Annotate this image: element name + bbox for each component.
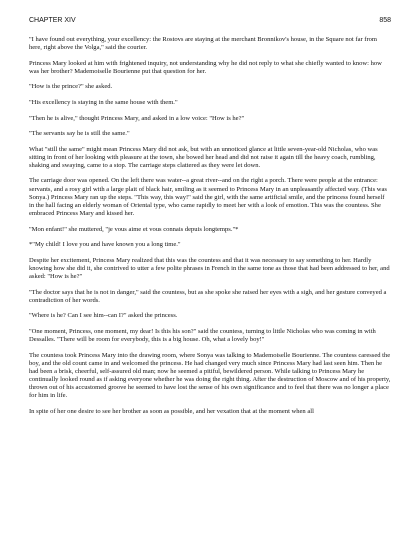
paragraph: Despite her excitement, Princess Mary realized that this was the countess and that it was necessary to say something to her. Hardly knowing how she did it, she contrived to utter a few polite phrases in French in the same tone as those that had been addressed to her, and asked: "How is he?": [29, 256, 390, 281]
chapter-title: CHAPTER XIV: [29, 17, 76, 24]
paragraph: What "still the same" might mean Princess Mary did not ask, but with an unnoticed glance at little seven-year-old Nicholas, who was sitting in front of her looking with pleasure at the town, she bowed her head and did not raise it again till the heavy coach, rumbling, shaking and swaying, came to a stop. The carriage steps clattered as they were let down.: [29, 145, 378, 169]
paragraph: "Then he is alive," thought Princess Mary, and asked in a low voice: "How is he?": [29, 114, 245, 122]
footnote: *"My child! I love you and have known you a long time.": [29, 241, 181, 249]
paragraph: "Where is he? Can I see him--can I?" asked the princess.: [29, 312, 178, 320]
paragraph: "The doctor says that he is not in danger," said the countess, but as she spoke she raised her eyes with a sigh, and her gesture conveyed a contradiction of her words.: [29, 288, 387, 304]
paragraph: In spite of her one desire to see her brother as soon as possible, and her vexation that at the moment when all: [29, 407, 314, 415]
page-body: [29, 36, 391, 416]
paragraph: "His excellency is staying in the same house with them.": [29, 98, 178, 106]
paragraph: "One moment, Princess, one moment, my dear! Is this his son?" said the countess, turning to little Nicholas who was coming in with Dessalles. "There will be room for everybody, this is a big house. Oh, what a lovely boy!": [29, 327, 376, 343]
page-header: [29, 17, 391, 25]
paragraph: "How is the prince?" she asked.: [29, 83, 113, 91]
page-number: 858: [379, 17, 391, 24]
paragraph: Princess Mary looked at him with frightened inquiry, not understanding why he did not reply to what she chiefly wanted to know: how was her brother? Mademoiselle Bourienne put that question for her.: [29, 59, 382, 75]
paragraph: "Mon enfant!" she muttered, "je vous aime et vous connais depuis longtemps."*: [29, 225, 239, 233]
paragraph: The countess took Princess Mary into the drawing room, where Sonya was talking to Mademoiselle Bourienne. The countess caressed the boy, and the old count came in and welcomed the princess. He had changed very much since Princess Mary had last seen him. Then he had been a brisk, cheerful, self-assured old man; now he seemed a pitiful, bewildered person. While talking to Princess Mary he continually looked round as if asking everyone whether he was doing the right thing. After the destruction of Moscow and of his property, thrown out of his accustomed groove he seemed to have lost the sense of his own significance and to feel that there was no longer a place for him in life.: [29, 351, 391, 400]
paragraph: The carriage door was opened. On the left there was water--a great river--and on the right a porch. There were people at the entrance: servants, and a rosy girl with a large plait of black hair, smiling as it seemed to Princess Mary in an unpleasantly affected way. (This was Sonya.) Princess Mary ran up the steps. "This way, this way!" said the girl, with the same artificial smile, and the princess found herself in the hall facing an elderly woman of Oriental type, who came rapidly to meet her with a look of emotion. This was the countess. She embraced Princess Mary and kissed her.: [29, 177, 387, 218]
paragraph: "The servants say he is still the same.": [29, 130, 130, 138]
paragraph: "I have found out everything, your excellency: the Rostovs are staying at the merchant Bronnikov's house, in the Square not far from here, right above the Volga," said the courier.: [29, 36, 378, 52]
